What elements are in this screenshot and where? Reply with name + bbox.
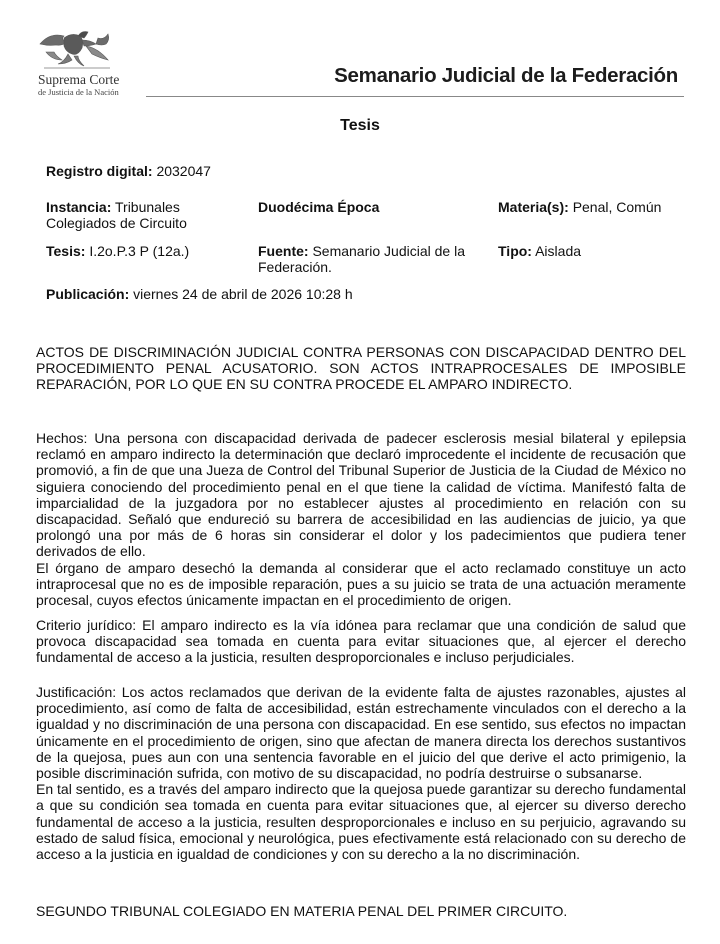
instancia-label: Instancia: [46,199,112,215]
tribunal-section [36,903,686,919]
publicacion-label: Publicación: [46,286,130,302]
justificacion-section [36,684,686,862]
header-divider [146,96,684,97]
fuente [258,243,480,275]
tipo-value: Aislada [535,243,582,259]
fuente-label: Fuente: [258,243,309,259]
materia [498,199,661,215]
publicacion-value: viernes 24 de abril de 2026 10:28 h [133,286,353,302]
logo-subtitle: de Justicia de la Nación [38,87,119,97]
instancia-value: Tribunales Colegiados de Circuito [46,199,187,231]
page-header [0,0,720,100]
fuente-value: Semanario Judicial de la Federación. [258,243,465,275]
epoca-label: Duodécima Época [258,199,380,215]
rubro [36,344,686,393]
tesis-label: Tesis: [46,243,86,259]
tribunal-name: SEGUNDO TRIBUNAL COLEGIADO EN MATERIA PENAL DEL PRIMER CIRCUITO. [36,903,568,919]
tipo [498,243,581,259]
rubro-text: ACTOS DE DISCRIMINACIÓN JUDICIAL CONTRA PERSONAS CON DISCAPACIDAD DENTRO DEL PROCEDIMIENTO PENAL ACUSATORIO. SON ACTOS INTRAPROCESALES DE IMPOSIBLE REPARACIÓN, POR LO QUE EN SU CONTRA PROCEDE EL AMPARO INDIRECTO. [36,344,686,393]
justificacion-paragraph: En tal sentido, es a través del amparo indirecto que la quejosa puede garantizar su derecho fundamental a que su condición sea tomada en cuenta para evitar situaciones que, al ejercer su diverso derecho fundamental de acceso a la justicia, resulten desproporcionales e incluso en su perjuicio, agravando su estado de salud física, emocional y neurológica, pues efectivamente está relacionado con su derecho de acceso a la justicia en igualdad de condiciones y con su derecho a la no discriminación. [36,781,686,863]
instancia [46,199,216,231]
publicacion [46,286,353,302]
registro-value: 2032047 [156,163,211,179]
registro-label: Registro digital: [46,163,153,179]
eagle-emblem-icon [38,30,114,72]
hechos-paragraph: El órgano de amparo desechó la demanda al considerar que el acto reclamado constituye un acto intraprocesal que no es de imposible reparación, pues a su juicio se trata de una actuación meramente procesal, cuyos efectos únicamente impactan en el procedimiento de origen. [36,559,686,609]
registro-digital [46,163,211,179]
justificacion-paragraph: Justificación: Los actos reclamados que derivan de la evidente falta de ajustes razonables, ajustes al procedimiento, así como de falta de accesibilidad, están estrechamente vinculados con el derecho a la igualdad y no discriminación de una persona con discapacidad. En ese sentido, sus efectos no impactan únicamente en el procedimiento de origen, sino que afectan de manera directa los derechos sustantivos de la quejosa, pues aun con una sentencia favorable en el juicio del que derive el acto primigenio, la posible discriminación sufrida, con motivo de su discapacidad, no podría destruirse o subsanarse. [36,684,686,782]
criterio-paragraph: Criterio jurídico: El amparo indirecto es la vía idónea para reclamar que una condición de salud que provoca discapacidad sea tomada en cuenta para evitar situaciones que, al ejercer el derecho fundamental de acceso a la justicia, resulten desproporcionales e incluso perjudiciales. [36,617,686,666]
materia-label: Materia(s): [498,199,569,215]
site-title[interactable]: Semanario Judicial de la Federación [334,64,678,87]
criterio-section [36,617,686,666]
epoca [258,199,379,215]
logo-name: Suprema Corte [38,72,120,87]
hechos-section [36,430,686,608]
tesis-value: I.2o.P.3 P (12a.) [89,243,190,259]
scjn-logo[interactable] [34,30,120,97]
document-type-title: Tesis [340,117,380,134]
tipo-label: Tipo: [498,243,532,259]
tesis-number [46,243,189,259]
hechos-paragraph: Hechos: Una persona con discapacidad derivada de padecer esclerosis mesial bilateral y epilepsia reclamó en amparo indirecto la determinación que declaró improcedente el incidente de recusación que promovió, a fin de que una Jueza de Control del Tribunal Superior de Justicia de la Ciudad de México no siguiera conociendo del procedimiento penal en el que tiene la calidad de víctima. Manifestó falta de imparcialidad de la juzgadora por no establecer ajustes al procedimiento en relación con su discapacidad. Señaló que endureció su barrera de accesibilidad en las audiencias de juicio, ya que prolongó una por más de 6 horas sin considerar el dolor y los padecimientos que pudiera tener derivados de ello. [36,430,686,560]
materia-value: Penal, Común [572,199,662,215]
